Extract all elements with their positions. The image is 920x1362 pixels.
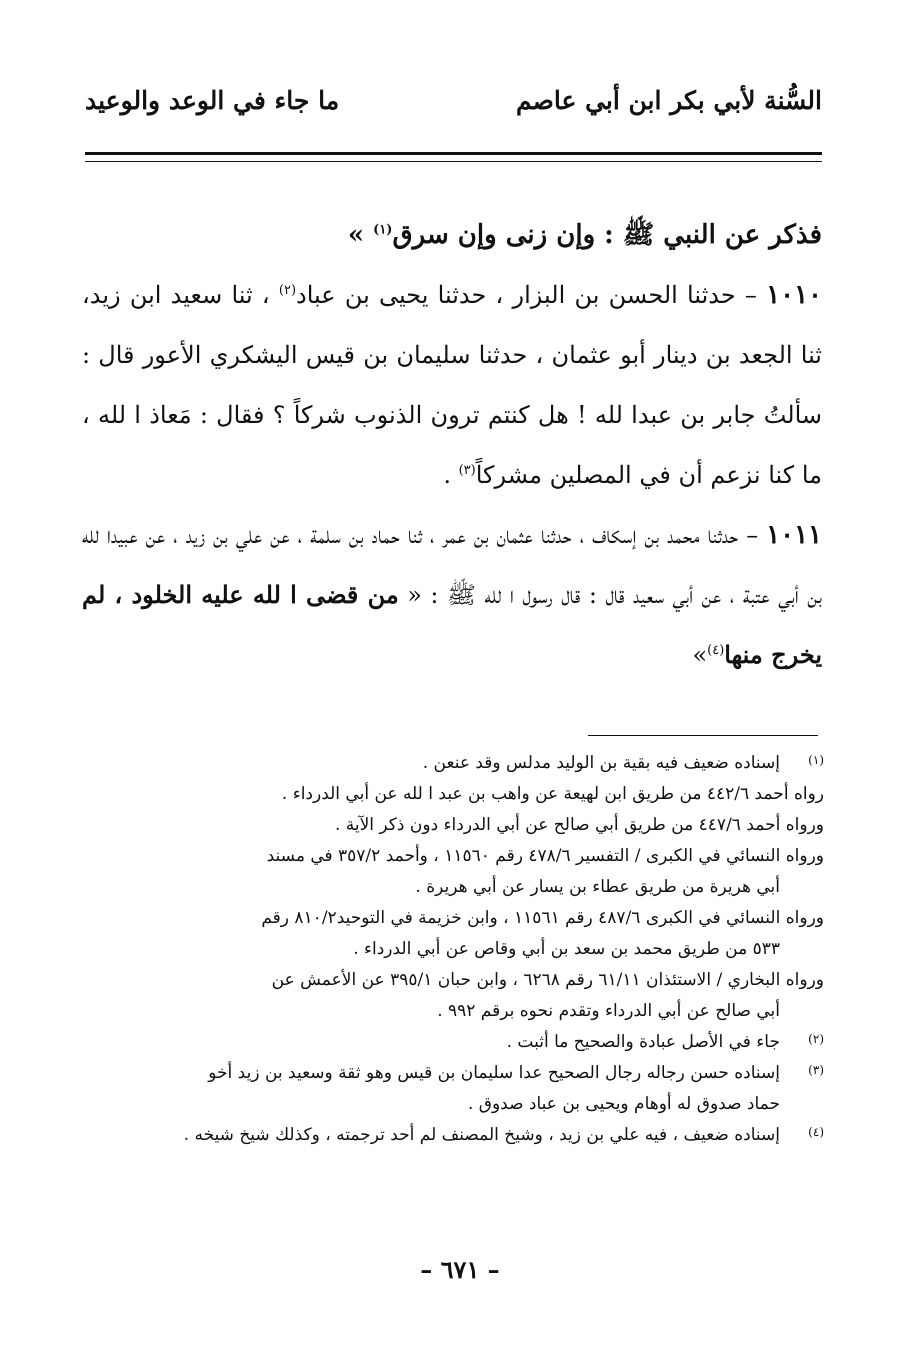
- hadith-1011: [82, 505, 822, 685]
- hadith-1010: [82, 265, 822, 505]
- hadith-text: ، ثنا سعيد ابن زيد، ثنا الجعد بن دينار أبو عثمان ، حدثنا سليمان بن قيس اليشكري الأعور قال : سألتُ جابر بن عبدا لله ! هل كنتم ترون الذنوب شركاً ؟ فقال : مَعاذ ا لله ، ما كنا نزعم أن في المصلين مشركاً: [82, 281, 822, 489]
- running-header: [85, 75, 822, 125]
- hadith-text: – حدثنا الحسن بن البزار ، حدثنا يحيى بن عباد: [296, 281, 767, 309]
- main-text: [82, 205, 822, 685]
- footnote-line: أبي صالح عن أبي الدرداء وتقدم نحوه برقم ٩٩٢ .: [437, 1001, 780, 1021]
- footnote-marker: (١): [373, 222, 393, 238]
- footnote-line: ٥٣٣ من طريق محمد بن سعد بن أبي وقاص عن أبي الدرداء .: [353, 939, 780, 959]
- footnote-2: [82, 1027, 824, 1058]
- hadith-text: – حدثنا محمد بن إسكاف ، حدثنا عثمان بن عمر ، ثنا حماد بن سلمة ، عن علي بن زيد ، عن عبيدا لله بن أبي عتبة ، عن أبي سعيد قال : قال رسول ا لله ﷺ : «: [82, 521, 822, 609]
- quote-close: »: [692, 641, 708, 669]
- footnote-number: (٤): [808, 1125, 824, 1139]
- footnote-number: (٢): [808, 1032, 824, 1046]
- footnotes: [82, 748, 824, 1151]
- footnote-number: (١): [808, 753, 824, 767]
- footnote-line: أبي هريرة من طريق عطاء بن يسار عن أبي هريرة .: [415, 877, 780, 897]
- heading-text: فذكر عن النبي ﷺ : وإن زنى وإن سرق: [392, 220, 822, 250]
- hadith-number: ١٠١١: [766, 520, 822, 550]
- footnote-line: ورواه البخاري / الاستئذان ٦١/١١ رقم ٦٢٦٨ ، وابن حبان ٣٩٥/١ عن الأعمش عن: [271, 970, 824, 990]
- header-rule-thin: [85, 161, 822, 162]
- footnote-3: [82, 1058, 824, 1089]
- footnote-marker: (٢): [278, 283, 297, 298]
- footnote-line: ورواه أحمد ٤٤٧/٦ من طريق أبي صالح عن أبي الدرداء دون ذكر الآية .: [334, 815, 824, 835]
- footnote-marker: (٤): [707, 643, 725, 658]
- prophetic-saying: من قضى ا لله عليه الخلود ، لم يخرج منها: [82, 580, 822, 669]
- page-number: – ٦٧١ –: [420, 1255, 500, 1284]
- footnote-4: [82, 1120, 824, 1151]
- footnote-text: جاء في الأصل عبادة والصحيح ما أثبت .: [506, 1032, 780, 1052]
- chapter-title: ما جاء في الوعد والوعيد: [85, 85, 340, 115]
- footnote-number: (٣): [808, 1063, 824, 1077]
- footnote-line: حماد صدوق له أوهام ويحيى بن عباد صدوق .: [467, 1094, 780, 1114]
- footnote-separator: [588, 735, 818, 736]
- footnote-line: رواه أحمد ٤٤٢/٦ من طريق ابن لهيعة عن واهب بن عبد ا لله عن أبي الدرداء .: [281, 784, 824, 804]
- footnote-marker: (٣): [458, 463, 476, 478]
- footnote-line: ورواه النسائي في الكبرى / التفسير ٤٧٨/٦ رقم ١١٥٦٠ ، وأحمد ٣٥٧/٢ في مسند: [266, 846, 824, 866]
- footnote-1: [82, 748, 824, 779]
- heading-close: »: [347, 220, 374, 250]
- section-heading: [82, 205, 822, 265]
- header-rule-thick: [85, 152, 822, 155]
- footnote-line: ورواه النسائي في الكبرى ٤٨٧/٦ رقم ١١٥٦١ ، وابن خزيمة في التوحيد٨١٠/٢ رقم: [261, 908, 824, 928]
- footnote-text: إسناده ضعيف ، فيه علي بن زيد ، وشيخ المصنف لم أحد ترجمته ، وكذلك شيخ شيخه .: [183, 1125, 780, 1145]
- footnote-text: إسناده حسن رجاله رجال الصحيح عدا سليمان بن قيس وهو ثقة وسعيد بن زيد أخو: [208, 1063, 780, 1083]
- hadith-number: ١٠١٠: [766, 280, 823, 310]
- book-title: السُّنة لأبي بكر ابن أبي عاصم: [515, 85, 822, 115]
- hadith-text: .: [443, 461, 459, 489]
- footnote-text: إسناده ضعيف فيه بقية بن الوليد مدلس وقد عنعن .: [422, 753, 780, 773]
